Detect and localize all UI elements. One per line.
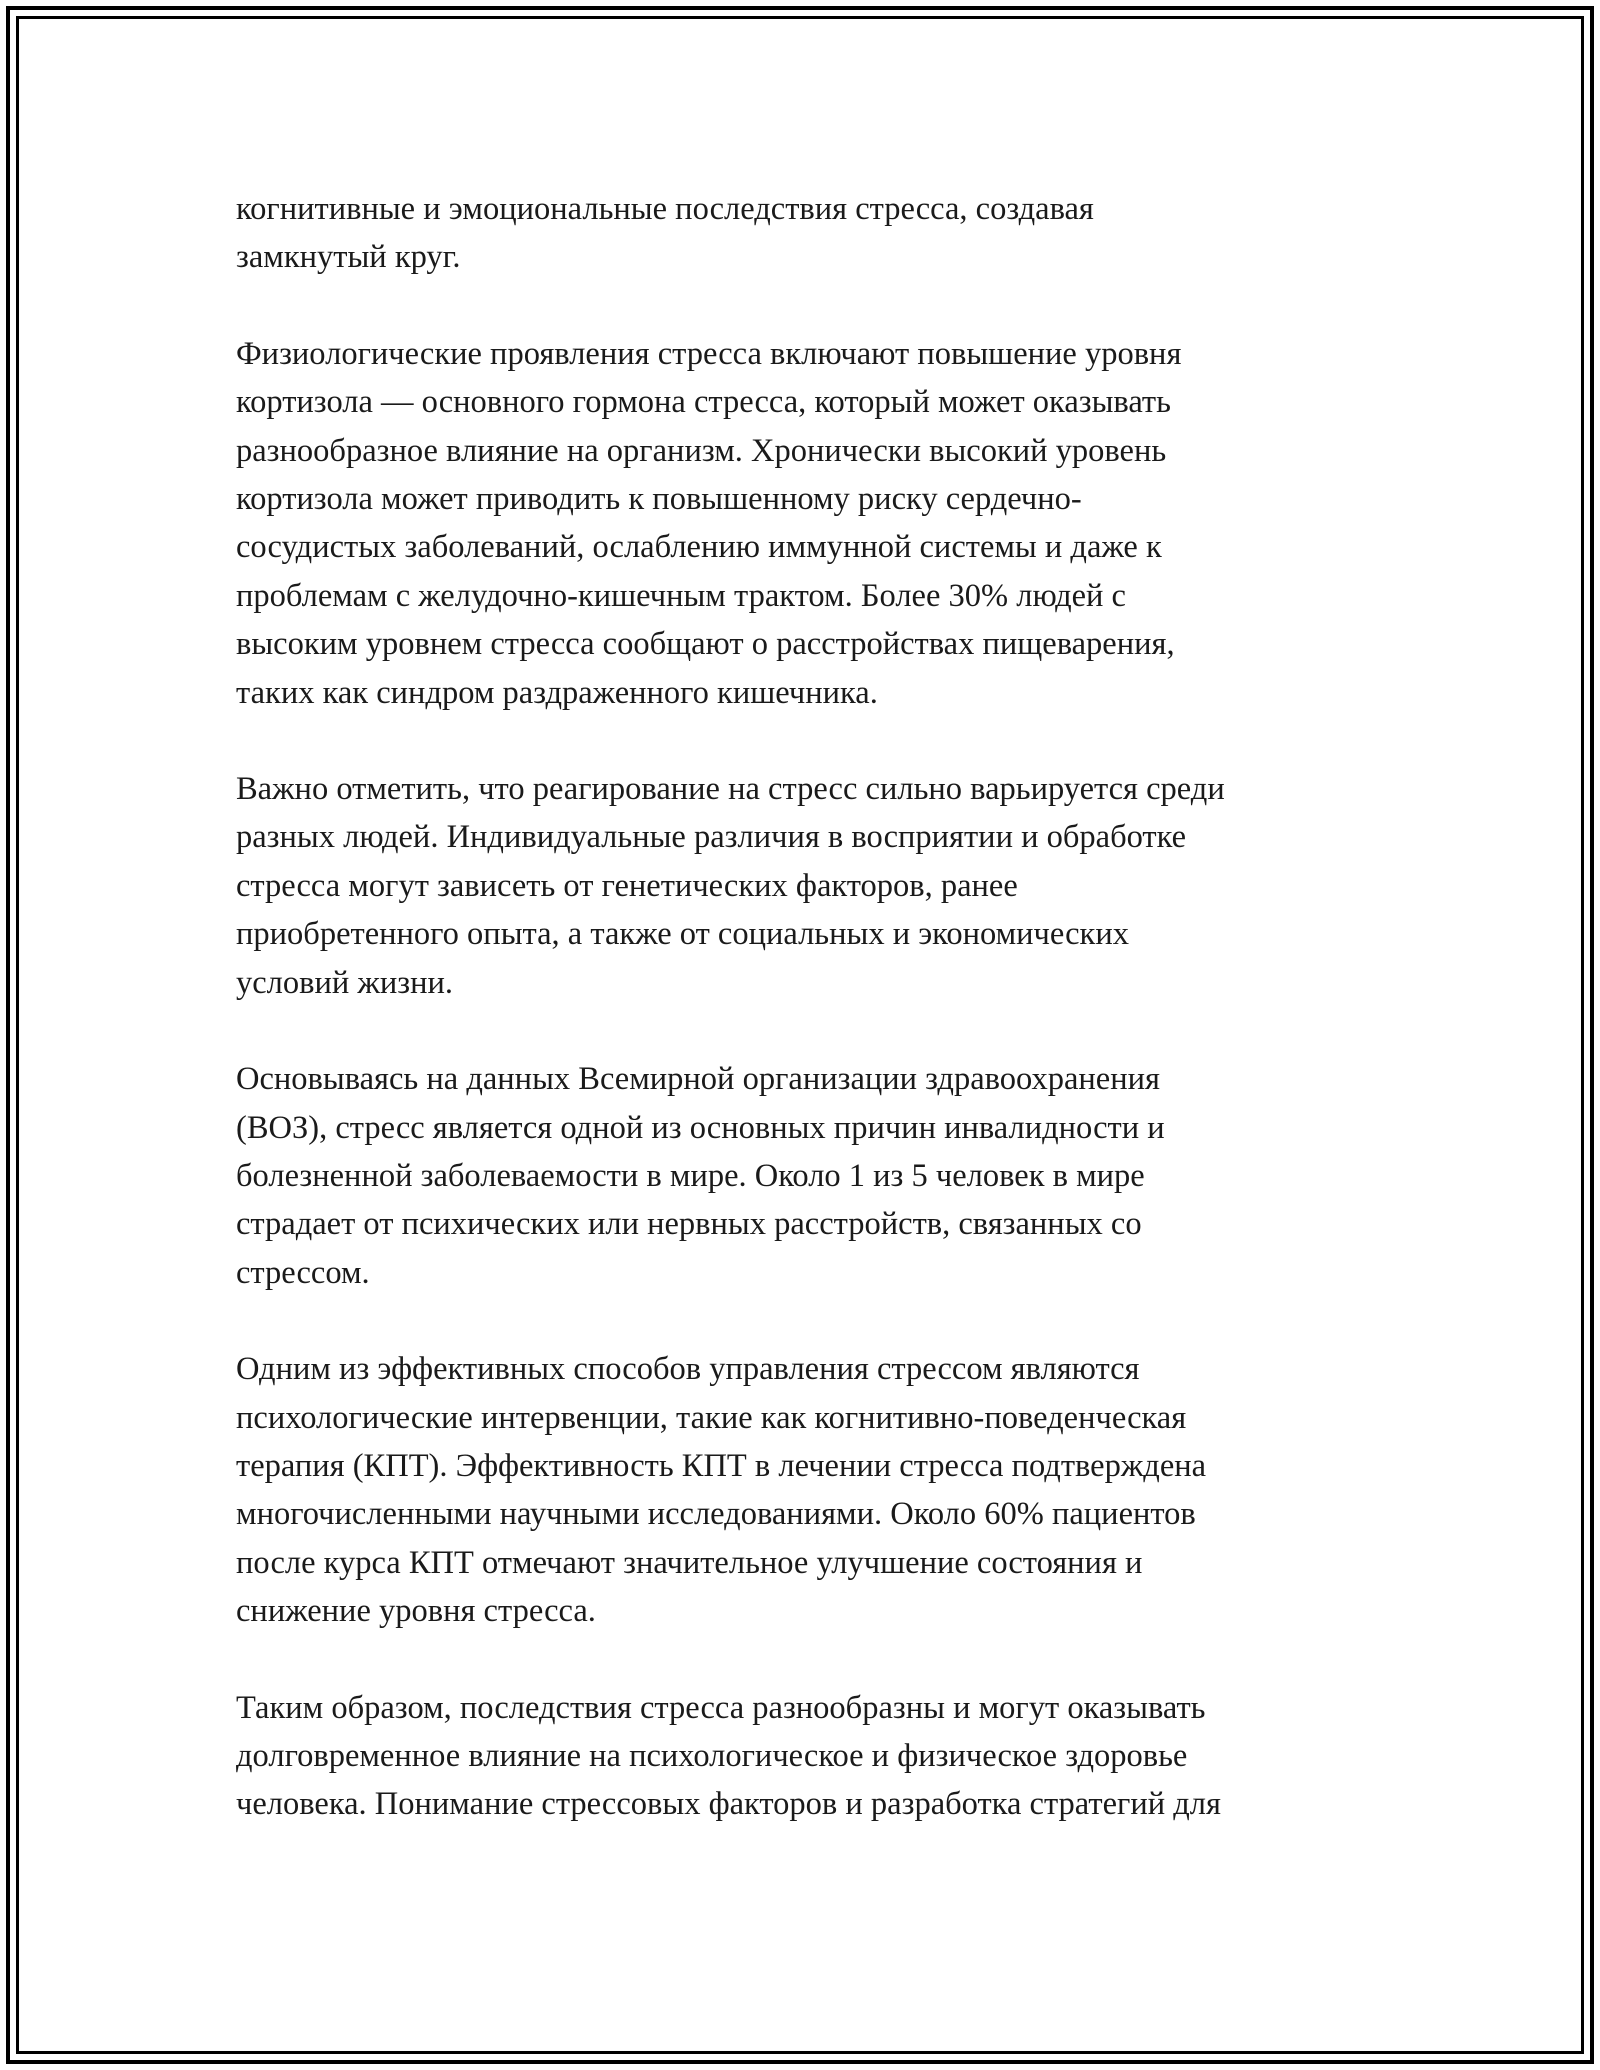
text-line: проблемам с желудочно-кишечным трактом. Более 30% людей с (236, 577, 1126, 614)
text-line: стрессом. (236, 1254, 370, 1291)
paragraph-4 (236, 1055, 1366, 1297)
text-line: Одним из эффективных способов управления стрессом являются (236, 1351, 1140, 1388)
text-line: снижение уровня стресса. (236, 1593, 596, 1630)
text-line: страдает от психических или нервных расстройств, связанных со (236, 1206, 1142, 1243)
paragraph-1 (236, 185, 1366, 282)
text-line: человека. Понимание стрессовых факторов и разработка стратегий для (236, 1786, 1221, 1823)
text-line: кортизола — основного гормона стресса, который может оказывать (236, 384, 1171, 421)
document-body (236, 185, 1366, 1877)
text-line: Важно отметить, что реагирование на стресс сильно варьируется среди (236, 771, 1225, 808)
text-line: сосудистых заболеваний, ослаблению иммунной системы и даже к (236, 529, 1162, 566)
text-line: (ВОЗ), стресс является одной из основных причин инвалидности и (236, 1109, 1165, 1146)
text-line: замкнутый круг. (236, 239, 461, 276)
text-line: психологические интервенции, такие как когнитивно-поведенческая (236, 1399, 1187, 1436)
text-line: высоким уровнем стресса сообщают о расстройствах пищеварения, (236, 626, 1175, 663)
text-line: после курса КПТ отмечают значительное улучшение состояния и (236, 1544, 1143, 1581)
paragraph-6 (236, 1684, 1366, 1829)
paragraph-2 (236, 330, 1366, 717)
text-line: разных людей. Индивидуальные различия в восприятии и обработке (236, 819, 1187, 856)
text-line: терапия (КПТ). Эффективность КПТ в лечении стресса подтверждена (236, 1447, 1207, 1484)
paragraph-5 (236, 1345, 1366, 1635)
text-line: многочисленными научными исследованиями. Около 60% пациентов (236, 1496, 1196, 1533)
text-line: Таким образом, последствия стресса разнообразны и могут оказывать (236, 1689, 1206, 1726)
text-line: условий жизни. (236, 964, 453, 1001)
paragraph-3 (236, 765, 1366, 1007)
text-line: когнитивные и эмоциональные последствия стресса, создавая (236, 191, 1094, 227)
text-line: Физиологические проявления стресса включают повышение уровня (236, 335, 1182, 372)
text-line: стресса могут зависеть от генетических факторов, ранее (236, 867, 1018, 904)
text-line: приобретенного опыта, а также от социальных и экономических (236, 916, 1129, 953)
text-line: болезненной заболеваемости в мире. Около 1 из 5 человек в мире (236, 1157, 1145, 1194)
text-line: разнообразное влияние на организм. Хронически высокий уровень (236, 432, 1167, 469)
text-line: таких как синдром раздраженного кишечника. (236, 674, 878, 711)
text-line: Основываясь на данных Всемирной организации здравоохранения (236, 1061, 1160, 1098)
text-line: кортизола может приводить к повышенному риску сердечно- (236, 481, 1082, 518)
text-line: долговременное влияние на психологическое и физическое здоровье (236, 1737, 1188, 1774)
